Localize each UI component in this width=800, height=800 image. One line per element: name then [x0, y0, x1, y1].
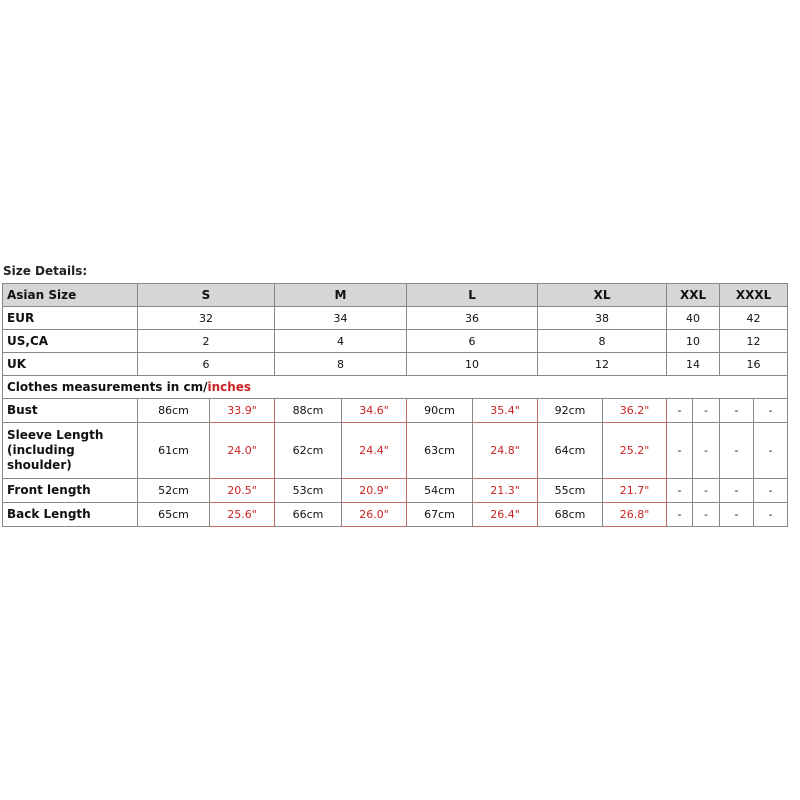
section-header-row — [3, 376, 788, 399]
cm-cell: 66cm — [275, 503, 342, 527]
table-row-us-ca — [3, 330, 788, 353]
table-cell: 4 — [275, 330, 407, 353]
dash-cell: - — [667, 503, 693, 527]
inch-cell: 20.9" — [342, 479, 407, 503]
dash-cell: - — [720, 399, 754, 423]
table-row-bust — [3, 399, 788, 423]
dash-cell: - — [667, 399, 693, 423]
row-label: Sleeve Length (including shoulder) — [3, 423, 138, 479]
table-cell: 8 — [275, 353, 407, 376]
size-s-header: S — [138, 284, 275, 307]
table-cell: 12 — [538, 353, 667, 376]
inch-cell: 36.2" — [603, 399, 667, 423]
table-row-back-length — [3, 503, 788, 527]
table-cell: 12 — [720, 330, 788, 353]
page-title: Size Details: — [3, 264, 88, 278]
row-label: UK — [3, 353, 138, 376]
cm-cell: 62cm — [275, 423, 342, 479]
inch-cell: 25.6" — [210, 503, 275, 527]
table-row-eur — [3, 307, 788, 330]
table-cell: 14 — [667, 353, 720, 376]
row-label: US,CA — [3, 330, 138, 353]
inch-cell: 33.9" — [210, 399, 275, 423]
row-label: EUR — [3, 307, 138, 330]
cm-cell: 53cm — [275, 479, 342, 503]
cm-cell: 90cm — [407, 399, 473, 423]
table-cell: 32 — [138, 307, 275, 330]
table-row-sleeve-length — [3, 423, 788, 479]
table-cell: 6 — [138, 353, 275, 376]
cm-cell: 92cm — [538, 399, 603, 423]
table-cell: 16 — [720, 353, 788, 376]
row-label: Bust — [3, 399, 138, 423]
dash-cell: - — [720, 503, 754, 527]
inch-cell: 25.2" — [603, 423, 667, 479]
table-cell: 6 — [407, 330, 538, 353]
inch-cell: 34.6" — [342, 399, 407, 423]
row-label: Back Length — [3, 503, 138, 527]
dash-cell: - — [754, 423, 788, 479]
size-xxl-header: XXL — [667, 284, 720, 307]
cm-cell: 68cm — [538, 503, 603, 527]
dash-cell: - — [754, 503, 788, 527]
dash-cell: - — [754, 479, 788, 503]
inch-cell: 21.3" — [473, 479, 538, 503]
inch-cell: 24.4" — [342, 423, 407, 479]
dash-cell: - — [667, 423, 693, 479]
cm-cell: 55cm — [538, 479, 603, 503]
table-cell: 42 — [720, 307, 788, 330]
table-cell: 10 — [407, 353, 538, 376]
inch-cell: 26.8" — [603, 503, 667, 527]
table-header-row — [3, 284, 788, 307]
inch-cell: 24.0" — [210, 423, 275, 479]
table-cell: 36 — [407, 307, 538, 330]
cm-cell: 61cm — [138, 423, 210, 479]
table-cell: 10 — [667, 330, 720, 353]
size-xxxl-header: XXXL — [720, 284, 788, 307]
dash-cell: - — [693, 479, 720, 503]
table-cell: 8 — [538, 330, 667, 353]
table-row-front-length — [3, 479, 788, 503]
dash-cell: - — [720, 423, 754, 479]
size-xl-header: XL — [538, 284, 667, 307]
cm-cell: 54cm — [407, 479, 473, 503]
inch-cell: 20.5" — [210, 479, 275, 503]
size-l-header: L — [407, 284, 538, 307]
dash-cell: - — [754, 399, 788, 423]
inches-label: inches — [207, 380, 252, 394]
inch-cell: 24.8" — [473, 423, 538, 479]
table-row-uk — [3, 353, 788, 376]
table-cell: 38 — [538, 307, 667, 330]
inch-cell: 35.4" — [473, 399, 538, 423]
size-m-header: M — [275, 284, 407, 307]
section-label: Clothes measurements in cm/ — [7, 380, 208, 394]
dash-cell: - — [720, 479, 754, 503]
cm-cell: 67cm — [407, 503, 473, 527]
row-label: Front length — [3, 479, 138, 503]
table-cell: 40 — [667, 307, 720, 330]
inch-cell: 21.7" — [603, 479, 667, 503]
cm-cell: 64cm — [538, 423, 603, 479]
dash-cell: - — [693, 399, 720, 423]
cm-cell: 63cm — [407, 423, 473, 479]
cm-cell: 86cm — [138, 399, 210, 423]
cm-cell: 52cm — [138, 479, 210, 503]
dash-cell: - — [667, 479, 693, 503]
size-chart-table — [2, 283, 788, 527]
cm-cell: 65cm — [138, 503, 210, 527]
table-cell: 2 — [138, 330, 275, 353]
header-label: Asian Size — [3, 284, 138, 307]
inch-cell: 26.4" — [473, 503, 538, 527]
cm-cell: 88cm — [275, 399, 342, 423]
inch-cell: 26.0" — [342, 503, 407, 527]
dash-cell: - — [693, 503, 720, 527]
table-cell: 34 — [275, 307, 407, 330]
dash-cell: - — [693, 423, 720, 479]
section-header — [3, 376, 788, 399]
